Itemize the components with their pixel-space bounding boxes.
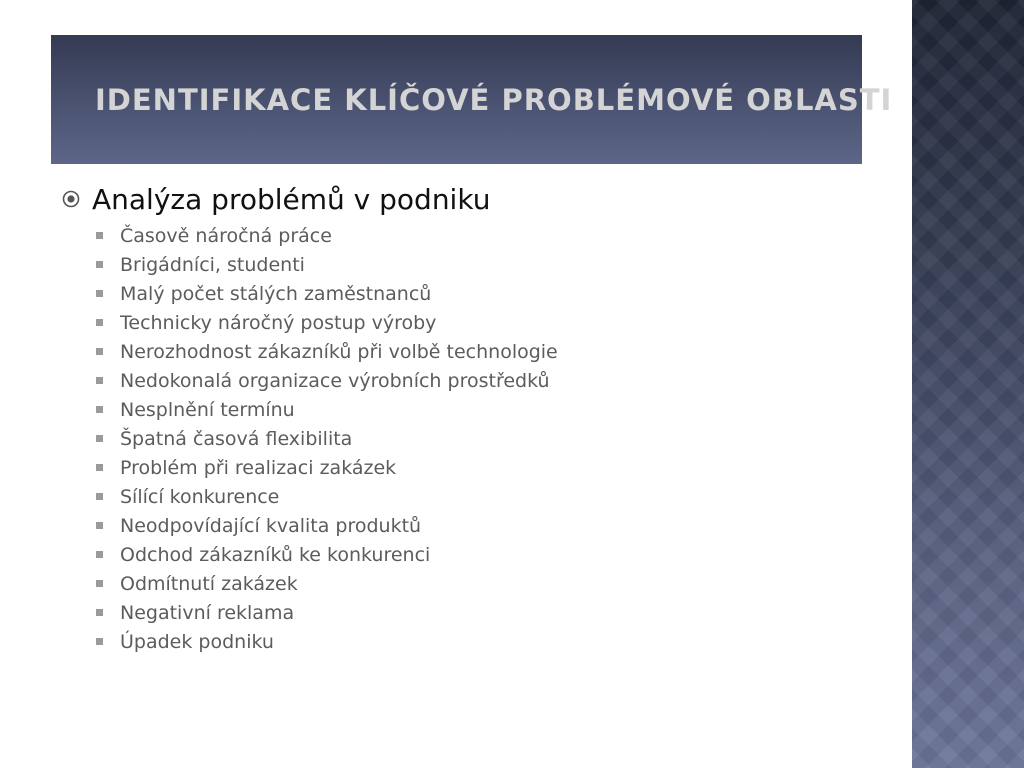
list-item: [62, 337, 902, 366]
circled-dot-icon: [62, 190, 80, 208]
square-bullet-icon: [96, 261, 103, 268]
square-bullet-icon: [96, 377, 103, 384]
list-item: [62, 366, 902, 395]
list-item-text: Nedokonalá organizace výrobních prostředků: [120, 369, 550, 392]
list-item-text: Nerozhodnost zákazníků při volbě technologie: [120, 340, 558, 363]
list-item-text: Negativní reklama: [120, 601, 295, 624]
square-bullet-icon: [96, 435, 103, 442]
square-bullet-icon: [96, 551, 103, 558]
square-bullet-icon: [96, 609, 103, 616]
sub-bullet-list: [62, 221, 902, 656]
list-item-text: Malý počet stálých zaměstnanců: [120, 282, 432, 305]
list-item: [62, 569, 902, 598]
square-bullet-icon: [96, 232, 103, 239]
square-bullet-icon: [96, 493, 103, 500]
list-item-text: Neodpovídající kvalita produktů: [120, 514, 422, 537]
square-bullet-icon: [96, 464, 103, 471]
list-item: [62, 308, 902, 337]
list-item-text: Nesplnění termínu: [120, 398, 295, 421]
main-bullet-text: Analýza problémů v podniku: [92, 182, 491, 216]
title-band: [51, 35, 893, 164]
list-item-text: Odchod zákazníků ke konkurenci: [120, 543, 431, 566]
square-bullet-icon: [96, 290, 103, 297]
list-item-text: Problém při realizaci zakázek: [120, 456, 397, 479]
list-item: [62, 279, 902, 308]
list-item-text: Brigádníci, studenti: [120, 253, 305, 276]
square-bullet-icon: [96, 348, 103, 355]
square-bullet-icon: [96, 522, 103, 529]
square-bullet-icon: [96, 580, 103, 587]
square-bullet-icon: [96, 406, 103, 413]
list-item: [62, 598, 902, 627]
decorative-side-panel: [912, 0, 1024, 768]
slide-content: [62, 181, 902, 656]
list-item-text: Špatná časová flexibilita: [120, 427, 353, 450]
list-item: [62, 482, 902, 511]
list-item-text: Úpadek podniku: [120, 630, 274, 653]
list-item: [62, 424, 902, 453]
main-bullet: [62, 181, 902, 217]
list-item: [62, 250, 902, 279]
list-item: [62, 511, 902, 540]
list-item-text: Časově náročná práce: [120, 224, 332, 247]
list-item: [62, 221, 902, 250]
list-item-text: Sílící konkurence: [120, 485, 280, 508]
slide-title: IDENTIFIKACE KLÍČOVÉ PROBLÉMOVÉ OBLASTI: [95, 83, 893, 117]
list-item: [62, 627, 902, 656]
square-bullet-icon: [96, 638, 103, 645]
square-bullet-icon: [96, 319, 103, 326]
list-item: [62, 395, 902, 424]
list-item-text: Odmítnutí zakázek: [120, 572, 298, 595]
list-item: [62, 540, 902, 569]
list-item: [62, 453, 902, 482]
list-item-text: Technicky náročný postup výroby: [120, 311, 437, 334]
